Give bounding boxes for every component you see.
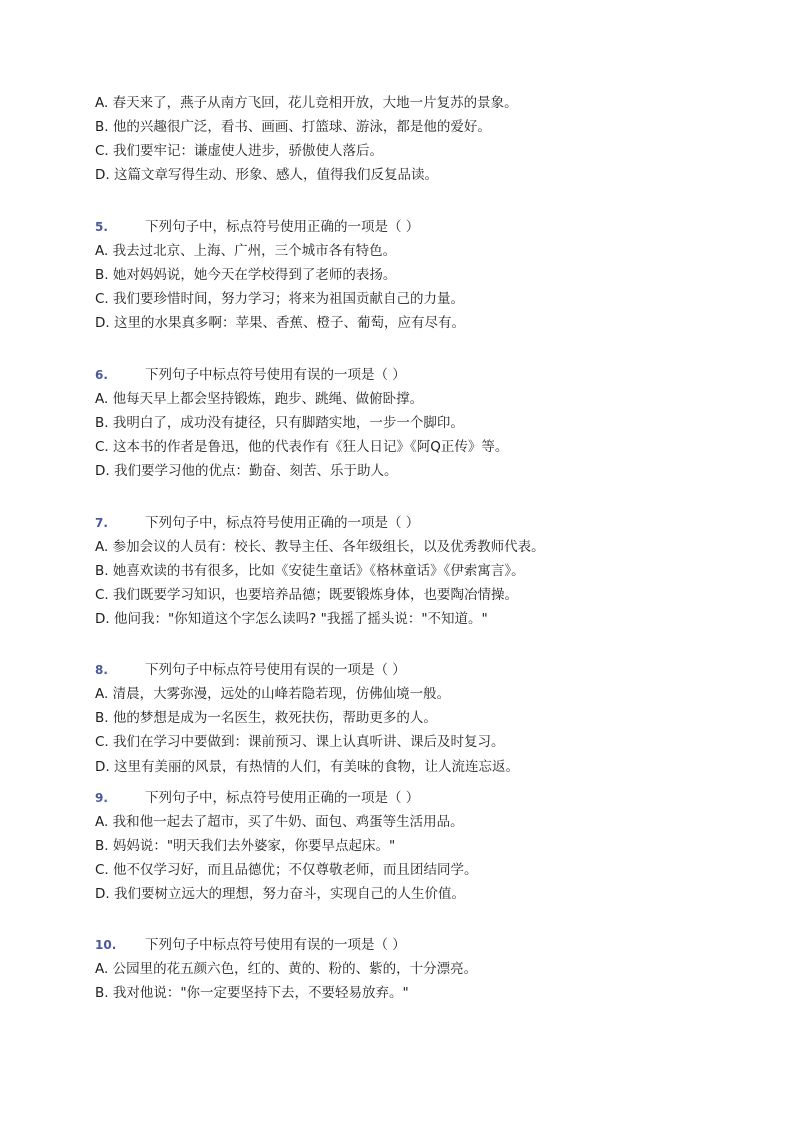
option-b: B. 妈妈说："明天我们去外婆家，你要早点起床。" bbox=[95, 838, 396, 854]
question-number: 7. bbox=[95, 516, 108, 530]
question-text: 下列句子中，标点符号使用正确的一项是（ ） bbox=[145, 790, 420, 806]
option-c: C. 我们既要学习知识，也要培养品德；既要锻炼身体，也要陶冶情操。 bbox=[95, 587, 519, 603]
question-text: 下列句子中标点符号使用有误的一项是（ ） bbox=[145, 662, 406, 678]
option-a: A. 他每天早上都会坚持锻炼，跑步、跳绳、做俯卧撑。 bbox=[95, 391, 424, 407]
option-d: D. 这里的水果真多啊：苹果、香蕉、橙子、葡萄，应有尽有。 bbox=[95, 315, 465, 331]
option-c: C. 他不仅学习好，而且品德优；不仅尊敬老师，而且团结同学。 bbox=[95, 862, 478, 878]
option-d: D. 我们要树立远大的理想，努力奋斗，实现自己的人生价值。 bbox=[95, 886, 465, 902]
question-number: 8. bbox=[95, 663, 108, 677]
question-text: 下列句子中标点符号使用有误的一项是（ ） bbox=[145, 937, 406, 953]
option-a: A. 春天来了，燕子从南方飞回，花儿竞相开放，大地一片复苏的景象。 bbox=[95, 95, 518, 111]
option-c: C. 这本书的作者是鲁迅，他的代表作有《狂人日记》《阿Q正传》等。 bbox=[95, 439, 509, 455]
option-d: D. 我们要学习他的优点：勤奋、刻苦、乐于助人。 bbox=[95, 463, 398, 479]
option-c: C. 我们在学习中要做到：课前预习、课上认真听讲、课后及时复习。 bbox=[95, 734, 505, 750]
question-number: 6. bbox=[95, 368, 108, 382]
question-text: 下列句子中，标点符号使用正确的一项是（ ） bbox=[145, 219, 420, 235]
option-d: D. 这篇文章写得生动、形象、感人，值得我们反复品读。 bbox=[95, 167, 438, 183]
option-a: A. 参加会议的人员有：校长、教导主任、各年级组长，以及优秀教师代表。 bbox=[95, 539, 545, 555]
option-a: A. 我和他一起去了超市，买了牛奶、面包、鸡蛋等生活用品。 bbox=[95, 814, 464, 830]
option-b: B. 我对他说："你一定要坚持下去，不要轻易放弃。" bbox=[95, 985, 409, 1001]
question-text: 下列句子中标点符号使用有误的一项是（ ） bbox=[145, 367, 406, 383]
option-d: D. 这里有美丽的风景，有热情的人们，有美味的食物，让人流连忘返。 bbox=[95, 759, 519, 775]
option-b: B. 她喜欢读的书有很多，比如《安徒生童话》《格林童话》《伊索寓言》。 bbox=[95, 563, 525, 579]
option-d: D. 他问我："你知道这个字怎么读吗? "我摇了摇头说："不知道。" bbox=[95, 611, 488, 627]
option-b: B. 他的兴趣很广泛，看书、画画、打篮球、游泳，都是他的爱好。 bbox=[95, 119, 491, 135]
option-a: A. 清晨，大雾弥漫，远处的山峰若隐若现，仿佛仙境一般。 bbox=[95, 686, 451, 702]
option-c: C. 我们要珍惜时间，努力学习；将来为祖国贡献自己的力量。 bbox=[95, 291, 465, 307]
question-text: 下列句子中，标点符号使用正确的一项是（ ） bbox=[145, 515, 420, 531]
question-number: 9. bbox=[95, 791, 108, 805]
option-b: B. 他的梦想是成为一名医生，救死扶伤，帮助更多的人。 bbox=[95, 710, 437, 726]
option-b: B. 我明白了，成功没有捷径，只有脚踏实地，一步一个脚印。 bbox=[95, 415, 464, 431]
option-a: A. 公园里的花五颜六色，红的、黄的、粉的、紫的，十分漂亮。 bbox=[95, 961, 478, 977]
option-c: C. 我们要牢记：谦虚使人进步，骄傲使人落后。 bbox=[95, 143, 384, 159]
question-number: 5. bbox=[95, 220, 108, 234]
option-b: B. 她对妈妈说，她今天在学校得到了老师的表扬。 bbox=[95, 267, 397, 283]
question-number: 10. bbox=[95, 938, 117, 952]
option-a: A. 我去过北京、上海、广州，三个城市各有特色。 bbox=[95, 243, 397, 259]
